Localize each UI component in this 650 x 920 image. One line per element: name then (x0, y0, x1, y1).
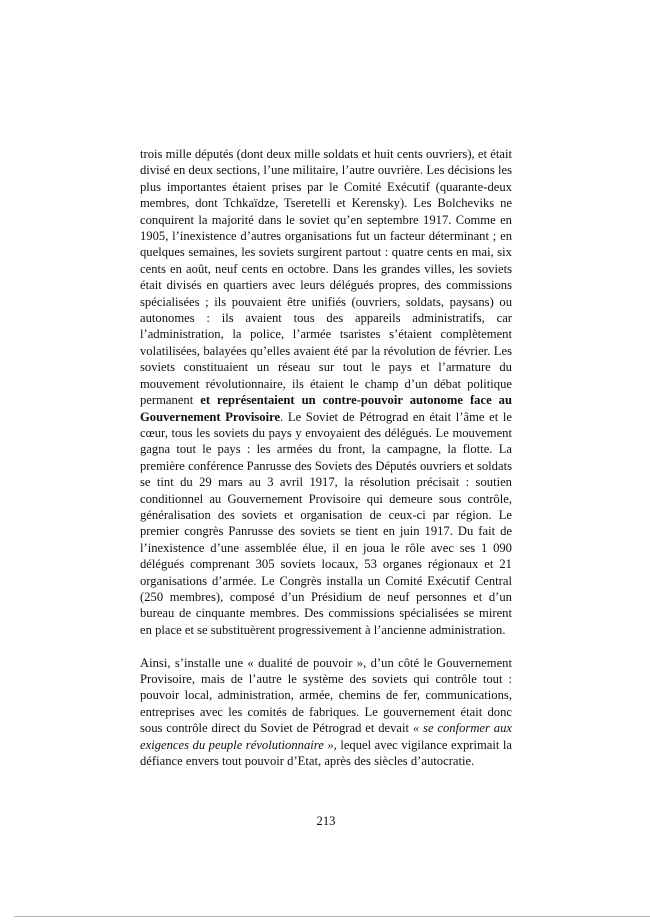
paragraph-text: . Le Soviet de Pétrograd en était l’âme et le cœur, tous les soviets du pays y envoyaient des délégués. Le mouvement gagna tout le pays : les armées du front, la campagne, la flotte. La première conférence Panrusse des Soviets des Députés ouvriers et soldats se tint du 29 mars au 3 avril 1917, la résolution précisait : soutien conditionnel au Gouvernement Provisoire qui demeure sous contrôle, généralisation des soviets et organisation de ceux-ci par région. Le premier congrès Panrusse des soviets se tient en juin 1917. Du fait de l’inexistence d’une assemblée élue, il en joua le rôle avec ses 1 090 délégués comprenant 305 soviets locaux, 53 organes régionaux et 21 organisations d’armée. Le Congrès installa un Comité Exécutif Central (250 membres), composé d’un Présidium de neuf personnes et d’un bureau de cinquante membres. Des commissions spécialisées se mirent en place et se substituèrent progressivement à l’ancienne administration. (140, 409, 512, 637)
italic-quote: « se conformer aux exigences du peuple révolutionnaire », (140, 721, 512, 752)
text-block (140, 146, 512, 769)
page-number: 213 (316, 814, 336, 828)
paragraph-dualite-pouvoir (140, 655, 512, 770)
paragraph-text: trois mille députés (dont deux mille soldats et huit cents ouvriers), et était divisé en deux sections, l’une militaire, l’autre ouvrière. Les décisions les plus importantes étaient prises par le Comité Exécutif (quarante-deux membres, dont Tchkaïdze, Tseretelli et Kerensky). Les Bolcheviks ne conquirent la majorité dans le soviet qu’en septembre 1917. Comme en 1905, l’inexistence d’autres organisations fut un facteur déterminant ; en quelques semaines, les soviets surgirent partout : quatre cents en mai, six cents en août, neuf cents en octobre. Dans les grandes villes, les soviets était divisés en quartiers avec leurs délégués propres, des commissions spécialisées ; ils pouvaient être unifiés (ouvriers, soldats, paysans) ou autonomes : ils avaient tous des appareils administratifs, car l’administration, la police, l’armée tsaristes s’étaient complètement volatilisées, balayées qu’elles avaient été par la révolution de février. Les soviets constituaient un réseau sur tout le pays et l’armature du mouvement révolutionnaire, ils étaient le champ d’un débat politique permanent (140, 147, 512, 408)
paragraph-text: Ainsi, s’installe une « dualité de pouvoir », d’un côté le Gouvernement Provisoire, mais de l’autre le système des soviets qui contrôle tout : pouvoir local, administration, armée, chemins de fer, communications, entreprises avec les comités de fabriques. Le gouvernement était donc sous contrôle direct du Soviet de Pétrograd et devait (140, 655, 512, 736)
bold-emphasis: et représentaient un contre-pouvoir autonome face au Gouvernement Provisoire (140, 393, 512, 424)
paragraph-text: lequel avec vigilance exprimait la défiance envers tout pouvoir d’Etat, après des siècles d’autocratie. (140, 737, 512, 769)
page-bottom-edge (14, 916, 650, 917)
paragraph-soviets (140, 146, 512, 638)
